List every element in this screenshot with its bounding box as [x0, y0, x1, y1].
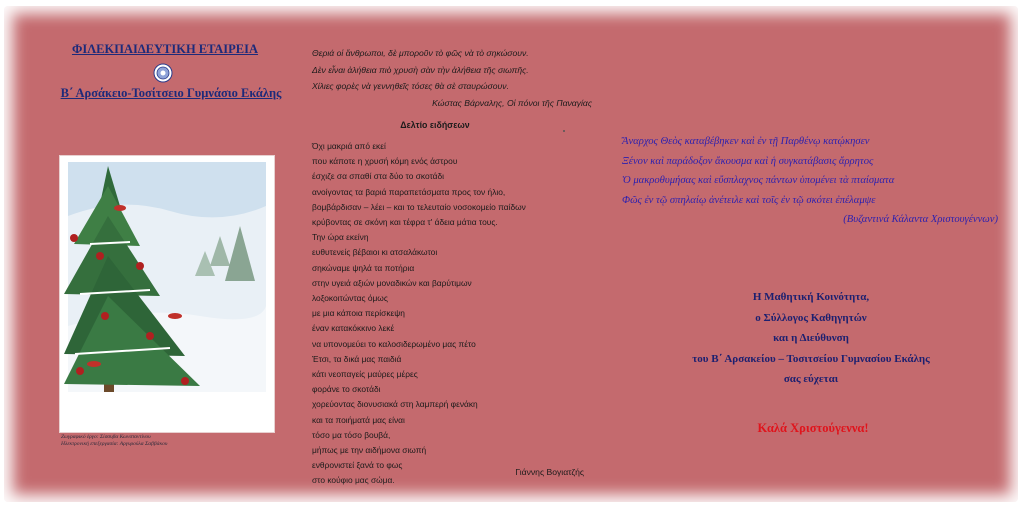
epigraph-line: Θεριά οἱ ἄνθρωποι, δὲ μποροῦν τὸ φῶς νὰ τὸ σηκώσουν. — [312, 48, 529, 58]
poem-line: κρύβοντας σε σκόνη και τέφρα τ' άδεια μάτια τους. — [312, 217, 498, 228]
greeting-line: και η Διεύθυνση — [773, 332, 849, 344]
christmas-tree-painting — [59, 155, 275, 433]
epigraph-line: Χίλιες φορὲς νὰ γεννηθεῖς τόσες θὰ σὲ σταυρώσουν. — [312, 81, 509, 91]
carol-line: Φῶς ἐν τῷ σπηλαίῳ ἀνέτειλε καὶ τοῖς ἐν τῷ σκότει ἐπέλαμψε — [622, 194, 876, 206]
poem-line: Την ώρα εκείνη — [312, 232, 369, 243]
poem-line: Όχι μακριά από εκεί — [312, 141, 386, 151]
poem-line: να υπονομεύει το καλοσιδερωμένο μας πέτο — [312, 338, 476, 349]
painting-caption — [61, 434, 281, 448]
poem-line: τόσο μα τόσο βουβά, — [312, 429, 391, 440]
poem-line: και τα ποιήματά μας είναι — [312, 414, 405, 425]
carol-source: (Βυζαντινά Κάλαντα Χριστουγέννων) — [843, 214, 998, 225]
carol-line: Ὁ μακροθυμήσας καὶ εὔσπλαχνος πάντων ὑπομένει τὰ πταίσματα — [622, 175, 895, 186]
poem-line: μήπως με την αιδήμονα σιωπή — [312, 445, 427, 456]
poem-line: στο κούφιο μας σώμα. — [312, 475, 395, 486]
poem-line: ευθυτενείς βέβαιοι κι ατσαλάκωτοι — [312, 247, 438, 258]
greeting-line: ο Σύλλογος Καθηγητών — [755, 311, 867, 324]
epigraph-author: Κώστας Βάρναλης, Οἱ πόνοι τῆς Παναγίας — [432, 97, 592, 108]
carol-line: Ἄναρχος Θεὸς καταβέβηκεν καὶ ἐν τῇ Παρθένῳ κατῴκησεν — [622, 136, 870, 147]
poem-line: που κάποτε η χρυσή κόμη ενός άστρου — [312, 156, 458, 167]
poem-line: έναν κατακόκκινο λεκέ — [312, 323, 395, 334]
stray-dot — [563, 130, 565, 132]
poem-body — [312, 139, 602, 489]
poem-line: Έτσι, τα δικά μας παιδιά — [312, 353, 402, 364]
byzantine-carol — [622, 132, 1002, 230]
poem-line: φοράνε το σκοτάδι — [312, 384, 381, 395]
greeting-line: του Β΄ Αρσακείου – Τοσιτσείου Γυμνασίου Εκάλης — [692, 352, 930, 365]
christmas-tree-image — [60, 156, 274, 432]
caption-line: Ηλεκτρονική επεξεργασία: Αργυρούλα Σαββάκου — [61, 441, 168, 447]
poem-title: Δελτίο ειδήσεων — [400, 120, 470, 130]
poem-line: βομβάρδισαν – λέει – και το τελευταίο νοσοκομείο παίδων — [312, 201, 526, 212]
poem-line: στην υγειά αξιών μοναδικών και βαρύτιμων — [312, 277, 472, 288]
poem-author: Γιάννης Βογιατζής — [515, 467, 584, 477]
poem-line: ανοίγοντας τα βαριά παραπετάσματα προς τον ήλιο, — [312, 186, 506, 197]
greeting-line: σας εύχεται — [783, 373, 839, 385]
greeting-line: Η Μαθητική Κοινότητα, — [752, 291, 870, 303]
caption-line: Ζωγραφικό έργο: Σίσσυβα Κωνσταντίνου — [61, 434, 151, 440]
poem-line: έσχιζε σα σπαθί στα δύο το σκοτάδι — [312, 171, 445, 182]
epigraph — [312, 45, 602, 111]
poem-line: με μια κάποια περίσκεψη — [312, 308, 405, 319]
epigraph-line: Δὲν εἶναι ἀλήθεια πιὸ χρυσὴ σὰν τὴν ἀλήθεια τῆς σιωπῆς. — [312, 64, 529, 75]
poem-line: λοξοκοιτώντας όμως — [312, 293, 388, 304]
poem-line: χορεύοντας διονυσιακά στη λαμπερή φενάκη — [312, 399, 478, 410]
merry-christmas-wish: Καλά Χριστούγεννα! — [757, 421, 869, 435]
school-emblem-icon — [153, 63, 173, 83]
poem-line: κάτι νεοπαγείς μαύρες μέρες — [312, 369, 418, 380]
greeting-block — [630, 287, 992, 390]
carol-line: Ξένον καὶ παράδοξον ἄκουσμα καὶ ἡ συγκατάβασις ἄρρητος — [622, 155, 874, 167]
poem-line: σηκώναμε ψηλά τα ποτήρια — [312, 262, 415, 273]
organization-title: ΦΙΛΕΚΠΑΙΔΕΥΤΙΚΗ ΕΤΑΙΡΕΙΑ — [71, 42, 259, 56]
school-name: Β΄ Αρσάκειο-Τοσίτσειο Γυμνάσιο Εκάλης — [60, 86, 282, 100]
poem-line: ενθρονιστεί ξανά το φως — [312, 460, 403, 471]
